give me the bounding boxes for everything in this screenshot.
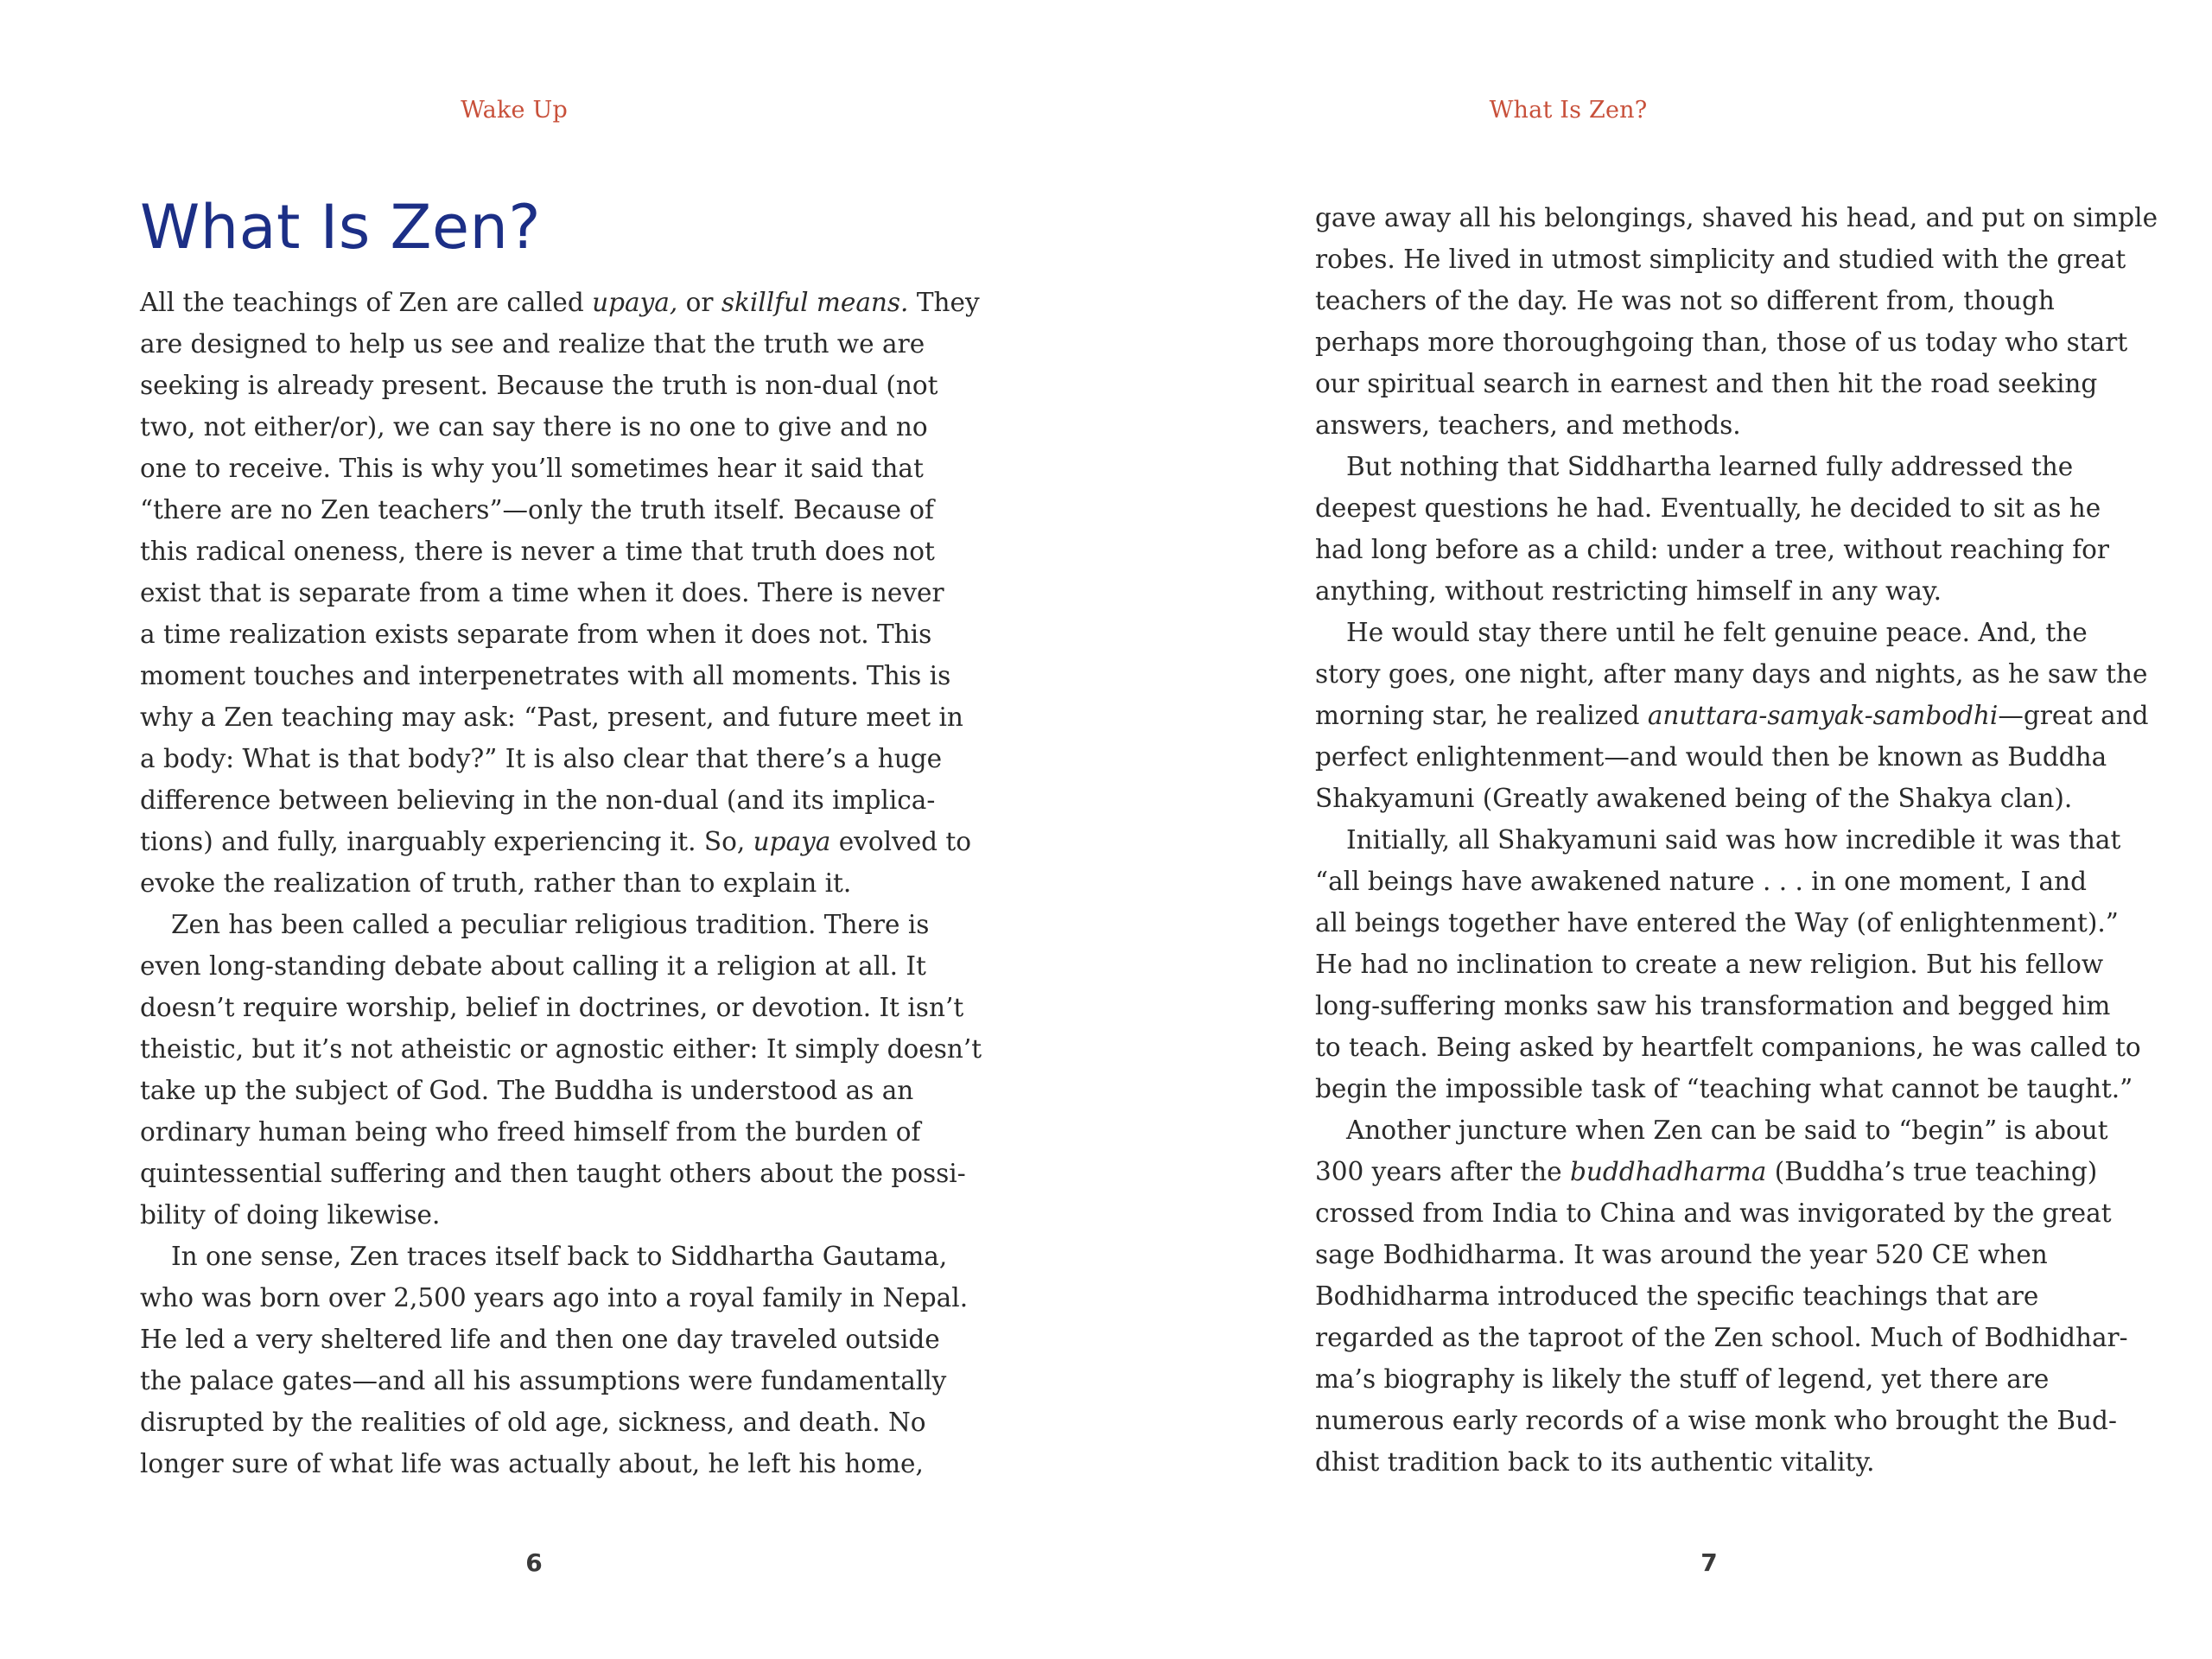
- text-line: gave away all his belongings, shaved his head, and put on simple: [1315, 203, 2158, 232]
- text-line: perhaps more thoroughgoing than, those of us today who start: [1315, 327, 2128, 357]
- text-line: difference between believing in the non-dual (and its implica-: [140, 785, 936, 815]
- text-line: numerous early records of a wise monk who brought the Bud-: [1315, 1406, 2117, 1435]
- text-line: moment touches and interpenetrates with all moments. This is: [140, 661, 951, 690]
- text-line: begin the impossible task of “teaching what cannot be taught.”: [1315, 1074, 2133, 1103]
- text-line: take up the subject of God. The Buddha is understood as an: [140, 1076, 914, 1105]
- text-line: “there are no Zen teachers”—only the truth itself. Because of: [140, 495, 934, 524]
- text-line: Zen has been called a peculiar religious tradition. There is: [171, 910, 930, 939]
- text-line: had long before as a child: under a tree, without reaching for: [1315, 535, 2110, 564]
- text-line: one to receive. This is why you’ll sometimes hear it said that: [140, 454, 924, 483]
- text-line: morning star, he realized anuttara-samyak-sambodhi—great and: [1315, 701, 2149, 730]
- text-line: longer sure of what life was actually about, he left his home,: [140, 1449, 924, 1478]
- running-head: What Is Zen?: [1489, 97, 1648, 124]
- text-line: to teach. Being asked by heartfelt companions, he was called to: [1315, 1033, 2141, 1062]
- text-line: But nothing that Siddhartha learned fully addressed the: [1346, 452, 2074, 481]
- text-line: robes. He lived in utmost simplicity and studied with the great: [1315, 245, 2126, 274]
- text-line: sage Bodhidharma. It was around the year 520 CE when: [1315, 1240, 2048, 1269]
- page-number: 7: [1700, 1548, 1718, 1577]
- right-page: [1106, 0, 2212, 1659]
- text-line: evoke the realization of truth, rather than to explain it.: [140, 868, 852, 898]
- text-line: are designed to help us see and realize that the truth we are: [140, 329, 925, 359]
- text-line: our spiritual search in earnest and then hit the road seeking: [1315, 369, 2098, 398]
- text-line: He had no inclination to create a new religion. But his fellow: [1315, 950, 2104, 979]
- body-text: [1315, 197, 2158, 1483]
- text-line: He led a very sheltered life and then one day traveled outside: [140, 1325, 940, 1354]
- text-line: deepest questions he had. Eventually, he decided to sit as he: [1315, 493, 2101, 523]
- text-line: long-suffering monks saw his transformation and begged him: [1315, 991, 2111, 1020]
- text-line: the palace gates—and all his assumptions were fundamentally: [140, 1366, 947, 1395]
- text-line: anything, without restricting himself in any way.: [1315, 576, 1942, 606]
- text-line: He would stay there until he felt genuine peace. And, the: [1346, 618, 2088, 647]
- text-line: In one sense, Zen traces itself back to Siddhartha Gautama,: [171, 1242, 948, 1271]
- text-line: crossed from India to China and was invigorated by the great: [1315, 1198, 2112, 1228]
- text-line: why a Zen teaching may ask: “Past, present, and future meet in: [140, 702, 963, 732]
- text-line: doesn’t require worship, belief in doctrines, or devotion. It isn’t: [140, 993, 964, 1022]
- text-line: ordinary human being who freed himself from the burden of: [140, 1117, 921, 1147]
- text-line: teachers of the day. He was not so different from, though: [1315, 286, 2055, 315]
- text-line: a body: What is that body?” It is also clear that there’s a huge: [140, 744, 943, 773]
- text-line: perfect enlightenment—and would then be known as Buddha: [1315, 742, 2107, 772]
- text-line: even long-standing debate about calling it a religion at all. It: [140, 951, 926, 981]
- text-line: dhist tradition back to its authentic vitality.: [1315, 1447, 1875, 1477]
- text-line: story goes, one night, after many days and nights, as he saw the: [1315, 659, 2148, 689]
- text-line: Initially, all Shakyamuni said was how incredible it was that: [1346, 825, 2121, 855]
- text-line: exist that is separate from a time when it does. There is never: [140, 578, 944, 607]
- text-line: two, not either/or), we can say there is no one to give and no: [140, 412, 928, 442]
- text-line: theistic, but it’s not atheistic or agnostic either: It simply doesn’t: [140, 1034, 982, 1064]
- text-line: a time realization exists separate from when it does not. This: [140, 620, 932, 649]
- text-line: Shakyamuni (Greatly awakened being of the Shakya clan).: [1315, 784, 2073, 813]
- text-line: disrupted by the realities of old age, sickness, and death. No: [140, 1408, 926, 1437]
- text-line: this radical oneness, there is never a time that truth does not: [140, 537, 935, 566]
- text-line: 300 years after the buddhadharma (Buddha’s true teaching): [1315, 1157, 2098, 1186]
- text-line: All the teachings of Zen are called upaya, or skillful means. They: [140, 288, 980, 317]
- running-head: Wake Up: [461, 97, 568, 124]
- text-line: tions) and fully, inarguably experiencing it. So, upaya evolved to: [140, 827, 972, 856]
- text-line: Bodhidharma introduced the specific teachings that are: [1315, 1281, 2039, 1311]
- text-line: quintessential suffering and then taught others about the possi-: [140, 1159, 966, 1188]
- page-number: 6: [525, 1548, 543, 1577]
- chapter-title: What Is Zen?: [140, 192, 542, 263]
- text-line: regarded as the taproot of the Zen school. Much of Bodhidhar-: [1315, 1323, 2128, 1352]
- text-line: who was born over 2,500 years ago into a royal family in Nepal.: [140, 1283, 969, 1313]
- body-text: [140, 282, 982, 1484]
- text-line: all beings together have entered the Way (of enlightenment).”: [1315, 908, 2119, 938]
- text-line: answers, teachers, and methods.: [1315, 410, 1741, 440]
- text-line: bility of doing likewise.: [140, 1200, 441, 1230]
- text-line: ma’s biography is likely the stuff of legend, yet there are: [1315, 1364, 2050, 1394]
- text-line: seeking is already present. Because the truth is non-dual (not: [140, 371, 938, 400]
- text-line: Another juncture when Zen can be said to “begin” is about: [1346, 1116, 2108, 1145]
- text-line: “all beings have awakened nature . . . in one moment, I and: [1315, 867, 2087, 896]
